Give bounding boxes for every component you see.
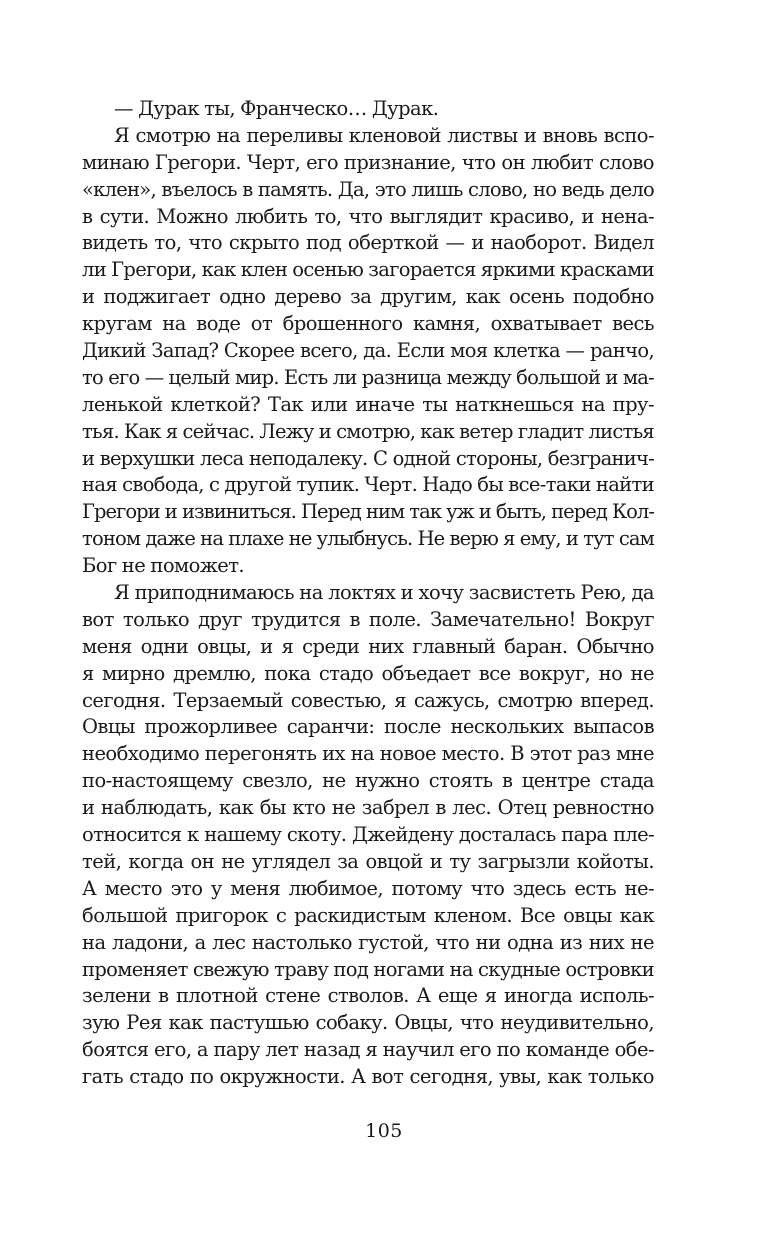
text-line: кругам на воде от брошенного камня, охватывает весь [82,312,654,336]
text-line: «клен», въелось в память. Да, это лишь слово, но ведь дело [82,177,654,201]
text-line: Бог не поможет. [82,554,245,578]
text-line: то его — целый мир. Есть ли разница между большой и ма- [82,365,654,389]
text-line: относится к нашему скоту. Джейдену досталась пара пле- [82,823,654,847]
text-line: гать стадо по окружности. А вот сегодня, увы, как только [82,1065,654,1089]
text-line: зелени в плотной стене стволов. А еще я иногда исполь- [82,984,654,1008]
text-line: на ладони, а лес настолько густой, что ни одна из них не [82,930,654,954]
text-line: — Дурак ты, Франческо… Дурак. [114,97,439,120]
text-line: меня одни овцы, и я среди них главный баран. Обычно [82,634,654,658]
text-line: тей, когда он не углядел за овцой и ту загрызли койоты. [82,849,654,873]
text-line: тоном даже на плахе не улыбнусь. Не верю я ему, и тут сам [82,527,654,551]
text-line: Я приподнимаюсь на локтях и хочу засвистеть Рею, да [114,581,654,605]
body-text [82,96,654,1091]
text-line: зую Рея как пастушью собаку. Овцы, что неудивительно, [82,1011,654,1035]
text-line: и наблюдать, как бы кто не забрел в лес. Отец ревностно [82,796,654,820]
text-line: Грегори и извиниться. Перед ним так уж и быть, перед Кол- [82,500,654,524]
text-line: променяет свежую траву под ногами на скудные островки [82,957,654,981]
page-number: 105 [365,1120,403,1142]
text-line: тья. Как я сейчас. Лежу и смотрю, как ветер гладит листья [82,419,654,443]
text-line: и поджигает одно дерево за другим, как осень подобно [82,285,654,309]
text-line: сегодня. Терзаемый совестью, я сажусь, смотрю вперед. [82,688,654,712]
text-line: большой пригорок с раскидистым кленом. Все овцы как [82,903,654,927]
text-line: видеть то, что скрыто под оберткой — и наоборот. Видел [82,231,654,255]
text-line: Овцы прожорливее саранчи: после нескольких выпасов [82,715,654,739]
text-line: Я смотрю на переливы кленовой листвы и вновь вспо- [114,123,654,147]
text-line: А место это у меня любимое, потому что здесь есть не- [82,876,654,900]
text-line: боятся его, а пару лет назад я научил его по команде обе- [82,1038,654,1062]
text-line: Дикий Запад? Скорее всего, да. Если моя клетка — ранчо, [82,339,654,363]
text-line: я мирно дремлю, пока стадо объедает все вокруг, но не [82,661,654,685]
text-line: ли Грегори, как клен осенью загорается яркими красками [82,258,654,282]
text-line: необходимо перегонять их на новое место. В этот раз мне [82,742,654,766]
text-line: в сути. Можно любить то, что выглядит красиво, и нена- [82,204,654,228]
text-line: минаю Грегори. Черт, его признание, что он любит слово [82,150,654,174]
text-line: ная свобода, с другой тупик. Черт. Надо бы все-таки найти [82,473,654,497]
text-line: по-настоящему свезло, не нужно стоять в центре стада [82,769,654,793]
text-line: ленькой клеткой? Так или иначе ты наткнешься на пру- [82,392,654,416]
text-line: и верхушки леса неподалеку. С одной стороны, безгранич- [82,446,654,470]
text-line: вот только друг трудится в поле. Замечательно! Вокруг [82,607,654,631]
